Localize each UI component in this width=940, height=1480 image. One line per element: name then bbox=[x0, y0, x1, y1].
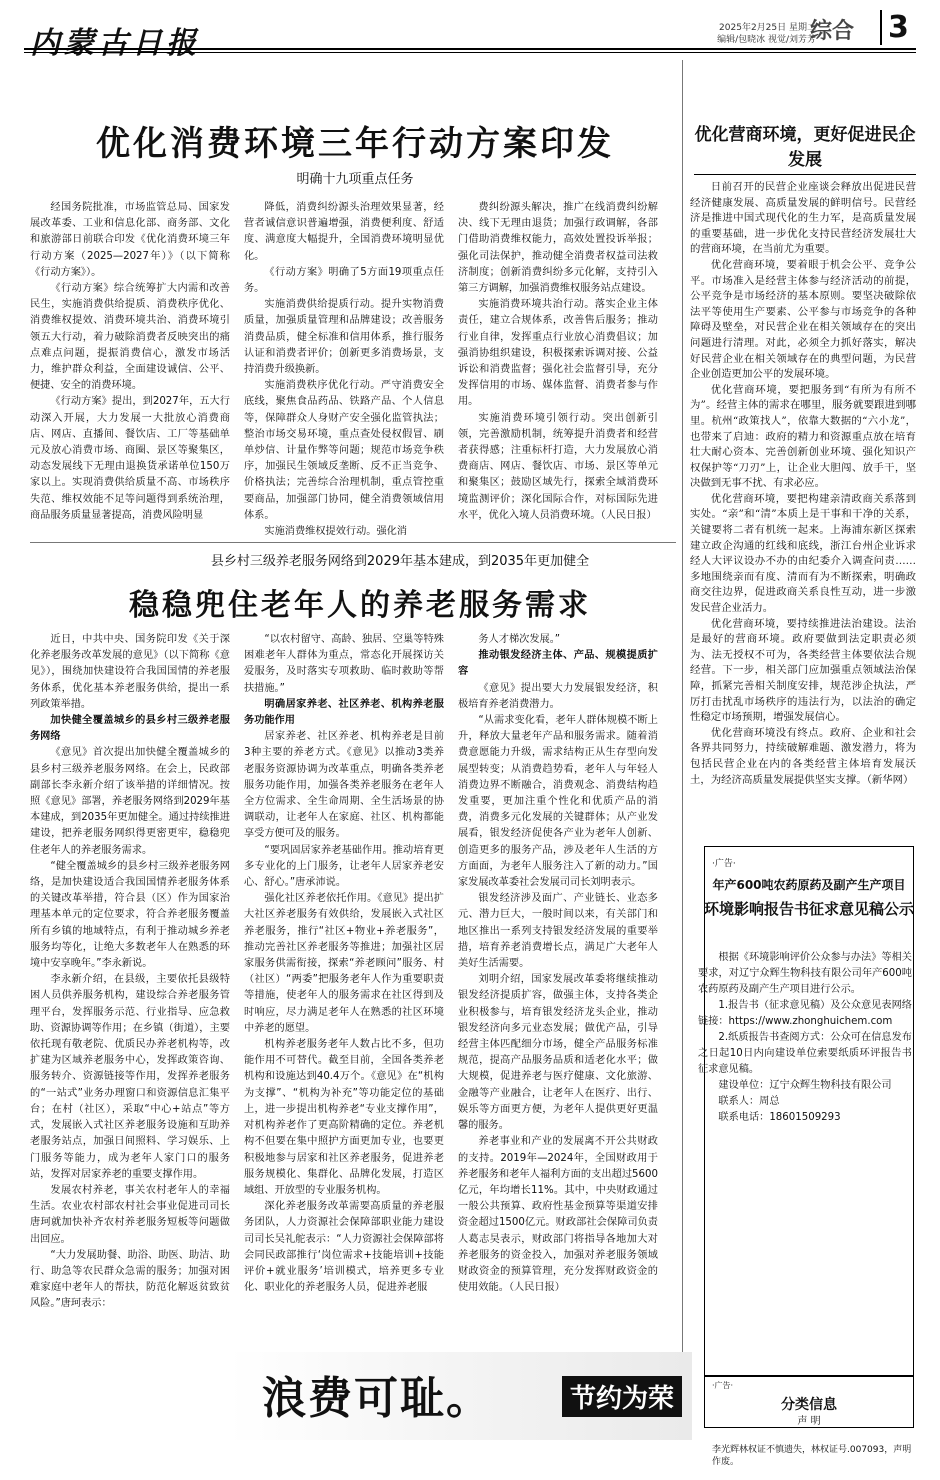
page-number: 3 bbox=[880, 10, 909, 45]
ad-link[interactable]: 1.报告书（征求意见稿）及公众意见表网络链接：https://www.zhonghuichem.com bbox=[698, 1000, 912, 1027]
article-divider bbox=[30, 542, 676, 543]
editor-credit: 编辑/包晓冰 视觉/刘芳芳 bbox=[717, 35, 816, 45]
section-name: 综合 bbox=[810, 19, 855, 44]
classified-tag: ·广告· bbox=[712, 1381, 734, 1390]
article1-column-3: 费纠纷源头解决，推广在线消费纠纷解决、线下无理由退货；加强行政调解，各部门借助消费维权能力，高效处置投诉举报；强化司法保护，推动健全消费者权益司法救济制度；创新消费纠纷多元化解，支持引入第三方调解，加强消费维权服务站点建设。 实施消费环境共治行动。落实企业主体责任，建立合规体系，改善售后服务；推动行业自律，发挥重点行业放心消费倡议；加强消协组织建设，积极探索诉调对接、公益诉讼和消费监督；强化社会监督引导，充分发挥信用的市场、媒体监督、消费者参与作用。 实施消费环境引领行动。突出创新引领，完善激励机制，统筹提升消费者和经营者获得感；注重标杆打造，大力发展放心消费商店、网店、餐饮店、市场、景区等单元和聚集区；鼓励区域先行，探索全域消费环境监测评价；深化国际合作，对标国际先进水平，优化入境人员消费环境。（人民日报） bbox=[458, 202, 658, 521]
sidebar-body: 日前召开的民营企业座谈会释放出促进民营经济健康发展、高质量发展的鲜明信号。民营经济是推进中国式现代化的生力军，是高质量发展的重要基础，进一步优化支持民营经济发展壮大的营商环境，在当前尤为重要。 优化营商环境，要着眼于机会公平、竞争公平。市场准入是经营主体参与经济活动的前提，公平竞争是市场经济的基本原则。要坚决破除依法平等使用生产要素、公平参与市场竞争的各种障碍及壁垒，对民营企业在相关领域存在的突出问题进行清理。对此，必须全力抓好落实，解决好民营企业在相关领域存在的典型问题，为民营企业创造更加公平的发展环境。 优化营商环境，要把服务到“有所为有所不为”。经营主体的需求在哪里，服务就要跟进到哪里。杭州“政策找人”，依靠大数据的“六小龙”，也带来了启迪：政府的精力和资源重点放在培育壮大耐心资本、完善创新创业环境、强化知识产权保护等“刀刃”上，让企业大胆闯、放手干，坚决做到无事不扰、有求必应。 优化营商环境，要把构建亲清政商关系落到实处。“亲”和“清”本质上是干事和干净的关系，关键要将二者有机统一起来。上海浦东新区探索建立政企沟通的红线和底线，浙江台州企业诉求经人大评议设办不办的由纪委介入调查问责……多地围绕亲而有度、清而有为不断探索，明确政商交往边界，促进政商关系良性互动，进一步激发民营企业活力。 优化营商环境，要持续推进法治建设。法治是最好的营商环境。政府要做到法定职责必须为、法无授权不可为，各类经营主体要依法合规经营。下一步，相关部门应加强重点领域法治保障，抓紧完善相关制度安排，规范涉企执法，严厉打击扰乱市场秩序的违法行为，以法治的确定性稳定市场预期，增强发展信心。 优化营商环境没有终点。政府、企业和社会各界共同努力，持续破解难题、激发潜力，将为包括民营企业在内的各类经营主体培育发展沃土，为经济高质量发展提供坚实支撑。（新华网） bbox=[690, 181, 916, 786]
article1-column-2: 降低，消费纠纷源头治理效果显著，经营者诚信意识普遍增强，消费便利度、舒适度、满意度大幅提升，全国消费环境明显优化。 《行动方案》明确了5方面19项重点任务。 实施消费供给提质行动。提升实物消费质量，加强质量管理和品牌建设；改善服务消费品质，健全标准和信用体系，推行服务认证和消费者评价；创新更多消费场景，支持消费升级换新。 实施消费秩序优化行动。严守消费安全底线，聚焦食品药品、铁路产品、个人信息等，保障群众人身财产安全强化监管执法；整治市场交易环境，重点查处侵权假冒、刷单炒信、计量作弊等问题；规范市场竞争秩序，加强民生领域反垄断、反不正当竞争、价格执法；完善综合治理机制，重点管控重要商品，加强部门协同，健全消费领域信用体系。 实施消费维权提效行动。强化消 bbox=[244, 202, 444, 538]
classified-title: 分类信息 bbox=[781, 1397, 837, 1413]
article1-column-1: 经国务院批准，市场监管总局、国家发展改革委、工业和信息化部、商务部、文化和旅游部日前联合印发《优化消费环境三年行动方案（2025—2027年）》（以下简称《行动方案》）。 《行动方案》综合统筹扩大内需和改善民生，实施消费供给提质、消费秩序优化、消费维权提效、消费环境共治、消费环境引领五大行动，着力破除消费者反映突出的痛点难点问题，提振消费信心，激发市场活力，维护群众利益，全面建设诚信、公平、便捷、安全的消费环境。 《行动方案》提出，到2027年，五大行动深入开展，大力发展一大批放心消费商店、网店、直播间、餐饮店、工厂等基础单元及放心消费市场、商圈、景区等聚集区，动态发展线下无理由退换货承诺单位150万家以上。实现消费供给质量不高、市场秩序失范、维权效能不足等问题得到系统治理，商品服务质量显著提高，消费风险明显 bbox=[30, 202, 230, 521]
article2-column-3: 务人才梯次发展。” 推动银发经济主体、产品、规模提质扩容 《意见》提出要大力发展银发经济，积极培育养老消费潜力。 “从需求变化看，老年人群体规模不断上升，释放大量老年产品和服务需求。随着消费意愿能力升级，需求结构正从生存型向发展型转变；从消费趋势看，老年人与年轻人消费边界不断融合，消费观念、消费结构趋发重要，更加注重个性化和优质产品的消费，消费多元化发展的关键群体；从产业发展看，银发经济促使各产业为老年人创新、创造更多的服务产品，涉及老年人生活的方方面面，为老年人服务注入了新的动力。”国家发展改革委社会发展司司长刘明表示。 银发经济涉及面广、产业链长、业态多元、潜力巨大，一般时间以来，有关部门和地区推出一系列支持银发经济发展的重要举措，培育养老消费增长点，满足广大老年人美好生活需要。 刘明介绍，国家发展改革委将继续推动银发经济提质扩容，做强主体，支持各类企业积极参与，培育银发经济龙头企业，推动银发经济向多元业态发展；做优产品，引导经营主体匹配细分市场，健全产品服务标准规范，提高产品服务品质和适老化水平；做大规模，促进养老与医疗健康、文化旅游、金融等产业融合，让老年人在医疗、出行、娱乐等方面更方便，为老年人提供更好更温馨的服务。 养老事业和产业的发展离不开公共财政的支持。2019年—2024年，全国财政用于养老服务和老年人福利方面的支出超过5600亿元，年均增长11%。其中，中央财政通过一般公共预算、政府性基金预算等渠道安排资金超过1500亿元。财政部社会保障司负责人葛志昊表示，财政部门将指导各地加大对养老服务的资金投入，加强对养老服务领域财政资金的预算管理，充分发挥财政资金的使用效能。（人民日报） bbox=[458, 634, 658, 1294]
date-line bbox=[676, 22, 816, 46]
column-divider bbox=[682, 60, 683, 1380]
classified-notice: 李光辉林权证不慎遗失，林权证号.007093，声明作废。 bbox=[712, 1445, 912, 1467]
ad-title-line2: 环境影响报告书征求意见稿公示 bbox=[704, 900, 915, 918]
banner-text-1: 浪费可耻。 bbox=[262, 1373, 492, 1424]
newspaper-logo: 内蒙古日报 bbox=[30, 26, 200, 61]
banner-text-2: 节约为荣 bbox=[562, 1376, 682, 1417]
article2-column-1: 近日，中共中央、国务院印发《关于深化养老服务改革发展的意见》（以下简称《意见》），围绕加快建设符合我国国情的养老服务体系，优化基本养老服务供给，提出一系列政策举措。 加快健全覆盖城乡的县乡村三级养老服务网络 《意见》首次提出加快健全覆盖城乡的县乡村三级养老服务网络。在会上，民政部副部长李永新介绍了该举措的详细情况。按照《意见》部署，养老服务网络到2029年基本建成，到2035年更加健全。通过持续推进建设，把养老服务网织得更密更牢，稳稳兜住老年人的养老服务需求。 “健全覆盖城乡的县乡村三级养老服务网络，是加快建设适合我国国情养老服务体系的关键改革举措，符合县（区）作为国家治理基本单元的定位要求，符合养老服务覆盖所有乡镇的地域特点，有利于推动城乡养老服务均等化，让绝大多数老年人在熟悉的环境中安享晚年。”李永新说。 李永新介绍，在县级，主要依托县级特困人员供养服务机构，建设综合养老服务管理平台，发挥服务示范、行业指导、应急救助、资源协调等作用；在乡镇（街道），主要依托现有敬老院、优质民办养老机构等，改扩建为区域养老服务中心，发挥政策咨询、服务转介、资源链接等作用，发挥养老服务的“一站式”业务办理窗口和资源信息汇集平台；在村（社区），采取“中心+站点”等方式，发展嵌入式社区养老服务设施和互助养老服务站点，加强日间照料、学习娱乐、上门服务等能力，成为老年人家门口的服务站，发挥对居家养老的重要支撑作用。 发展农村养老，事关农村老年人的幸福生活。农业农村部农村社会事业促进司司长唐珂就加快补齐农村养老服务短板等问题做出回应。 “大力发展助餐、助浴、助医、助洁、助行、助急等农民群众急需的服务；加强对困难家庭中老年人的帮扶，防范化解返贫致贫风险。”唐珂表示： bbox=[30, 634, 230, 1310]
ad-title-line1: 年产600吨农药原药及副产生产项目 bbox=[712, 878, 906, 892]
article1-title: 优化消费环境三年行动方案印发 bbox=[96, 124, 614, 164]
sidebar-title: 优化营商环境，更好促进民企发展 bbox=[694, 120, 916, 175]
article2-pretitle: 县乡村三级养老服务网络到2029年基本建成，到2035年更加健全 bbox=[210, 554, 590, 569]
ad-body: 根据《环境影响评价公众参与办法》等相关要求，对辽宁众辉生物科技有限公司年产600吨农药原药及副产生产项目进行公示。 1.报告书（征求意见稿）及公众意见表网络链接：https://www.zhonghuichem.com 2.纸质报告书查阅方式：公众可在信息发布之日起10日内向建设单位索要纸质环评报告书征求意见稿。 建设单位：辽宁众辉生物科技有限公司 联系人：周总 联系电话：18601509293 bbox=[698, 952, 912, 1123]
masthead-rule-thin bbox=[24, 52, 916, 53]
issue-date: 2025年2月25日 星期二 bbox=[719, 23, 816, 33]
classified-heading: 声 明 bbox=[797, 1416, 821, 1427]
article2-column-2: “以农村留守、高龄、独居、空巢等特殊困难老年人群体为重点，常态化开展探访关爱服务，及时落实专项救助、临时救助等帮扶措施。” 明确居家养老、社区养老、机构养老服务功能作用 居家养老、社区养老、机构养老是目前3种主要的养老方式。《意见》以推动3类养老服务资源协调为改革重点，明确各类养老服务功能作用，加强各类养老服务在老年人全方位需求、全生命周期、全生活场景的协调联动，让老年人在家庭、社区、机构都能享受方便可及的服务。 “要巩固居家养老基础作用。推动培育更多专业化的上门服务，让老年人居家养老安心、舒心。”唐承沛说。 强化社区养老依托作用。《意见》提出扩大社区养老服务有效供给，发展嵌入式社区养老服务，推行“社区+物业+养老服务”，推动完善社区养老服务等推进；加强社区居家服务供需衔接，探索“养老顾问”服务、村（社区）“两委”把服务老年人作为重要职责等措施，使老年人的服务需求在社区得到及时响应，尽力满足老年人在熟悉的社区环境中养老的愿望。 机构养老服务老年人数占比不多，但功能作用不可替代。截至目前，全国各类养老机构和设施达到40.4万个。《意见》在“机构为支撑”、“机构为补充”等功能定位的基础上，进一步提出机构养老“专业支撑作用”，对机构养老作了更高阶精确的定位。养老机构不但要在集中照护方面更加专业，也要更积极地参与居家和社区养老服务，促进养老服务规模化、集群化、品牌化发展，打造区域组、开放型的专业服务机构。 深化养老服务改革需要高质量的养老服务团队，人力资源社会保障部职业能力建设司司长吴礼舵表示：“人力资源社会保障部将会同民政部推行‘岗位需求+技能培训+技能评价+就业服务’培训模式，培养更多专业化、职业化的养老服务人员，促进养老服 bbox=[244, 634, 444, 1294]
ad-tag: ·广告· bbox=[712, 859, 736, 869]
article2-title: 稳稳兜住老年人的养老服务需求 bbox=[129, 588, 591, 623]
masthead-rule bbox=[24, 48, 916, 50]
article1-subtitle: 明确十九项重点任务 bbox=[296, 172, 414, 187]
